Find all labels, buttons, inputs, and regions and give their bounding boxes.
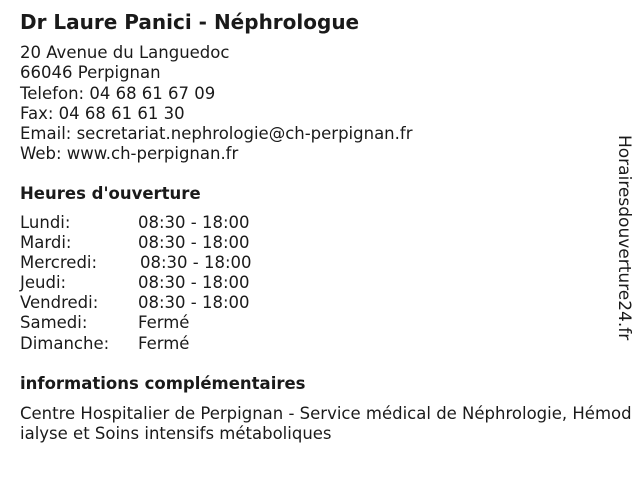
day-hours: Fermé xyxy=(138,333,190,353)
day-label: Lundi: xyxy=(20,213,71,232)
day-label: Vendredi: xyxy=(20,293,99,313)
page-title: Dr Laure Panici - Néphrologue xyxy=(20,10,360,34)
day-label: Jeudi: xyxy=(20,273,67,293)
day-label: Samedi: xyxy=(20,313,88,333)
site-brand-vertical: Horairesdouverture24.fr xyxy=(614,135,634,341)
day-label: Mardi: xyxy=(20,233,72,253)
day-hours: 08:30 - 18:00 xyxy=(138,213,250,232)
website-address: Web: www.ch-perpignan.fr xyxy=(20,144,239,164)
day-hours: 08:30 - 18:00 xyxy=(138,273,250,293)
contact-block xyxy=(20,43,412,165)
fax-number: Fax: 04 68 61 61 30 xyxy=(20,103,185,123)
day-label: Mercredi: xyxy=(20,253,98,273)
additional-info-heading: informations complémentaires xyxy=(20,374,306,393)
phone-number: Telefon: 04 68 61 67 09 xyxy=(20,83,216,103)
address-city: 66046 Perpignan xyxy=(20,63,161,83)
opening-hours-heading: Heures d'ouverture xyxy=(20,184,201,203)
day-hours: 08:30 - 18:00 xyxy=(140,253,252,273)
address-street: 20 Avenue du Languedoc xyxy=(20,43,230,62)
day-label: Dimanche: xyxy=(20,333,110,353)
day-hours: 08:30 - 18:00 xyxy=(138,233,250,253)
email-address: Email: secretariat.nephrologie@ch-perpignan.fr xyxy=(20,124,413,144)
day-hours: 08:30 - 18:00 xyxy=(138,293,250,313)
additional-info-text: Centre Hospitalier de Perpignan - Service médical de Néphrologie, Hémodialyse et Soins intensifs métaboliques xyxy=(20,404,632,444)
day-hours: Fermé xyxy=(138,313,190,333)
